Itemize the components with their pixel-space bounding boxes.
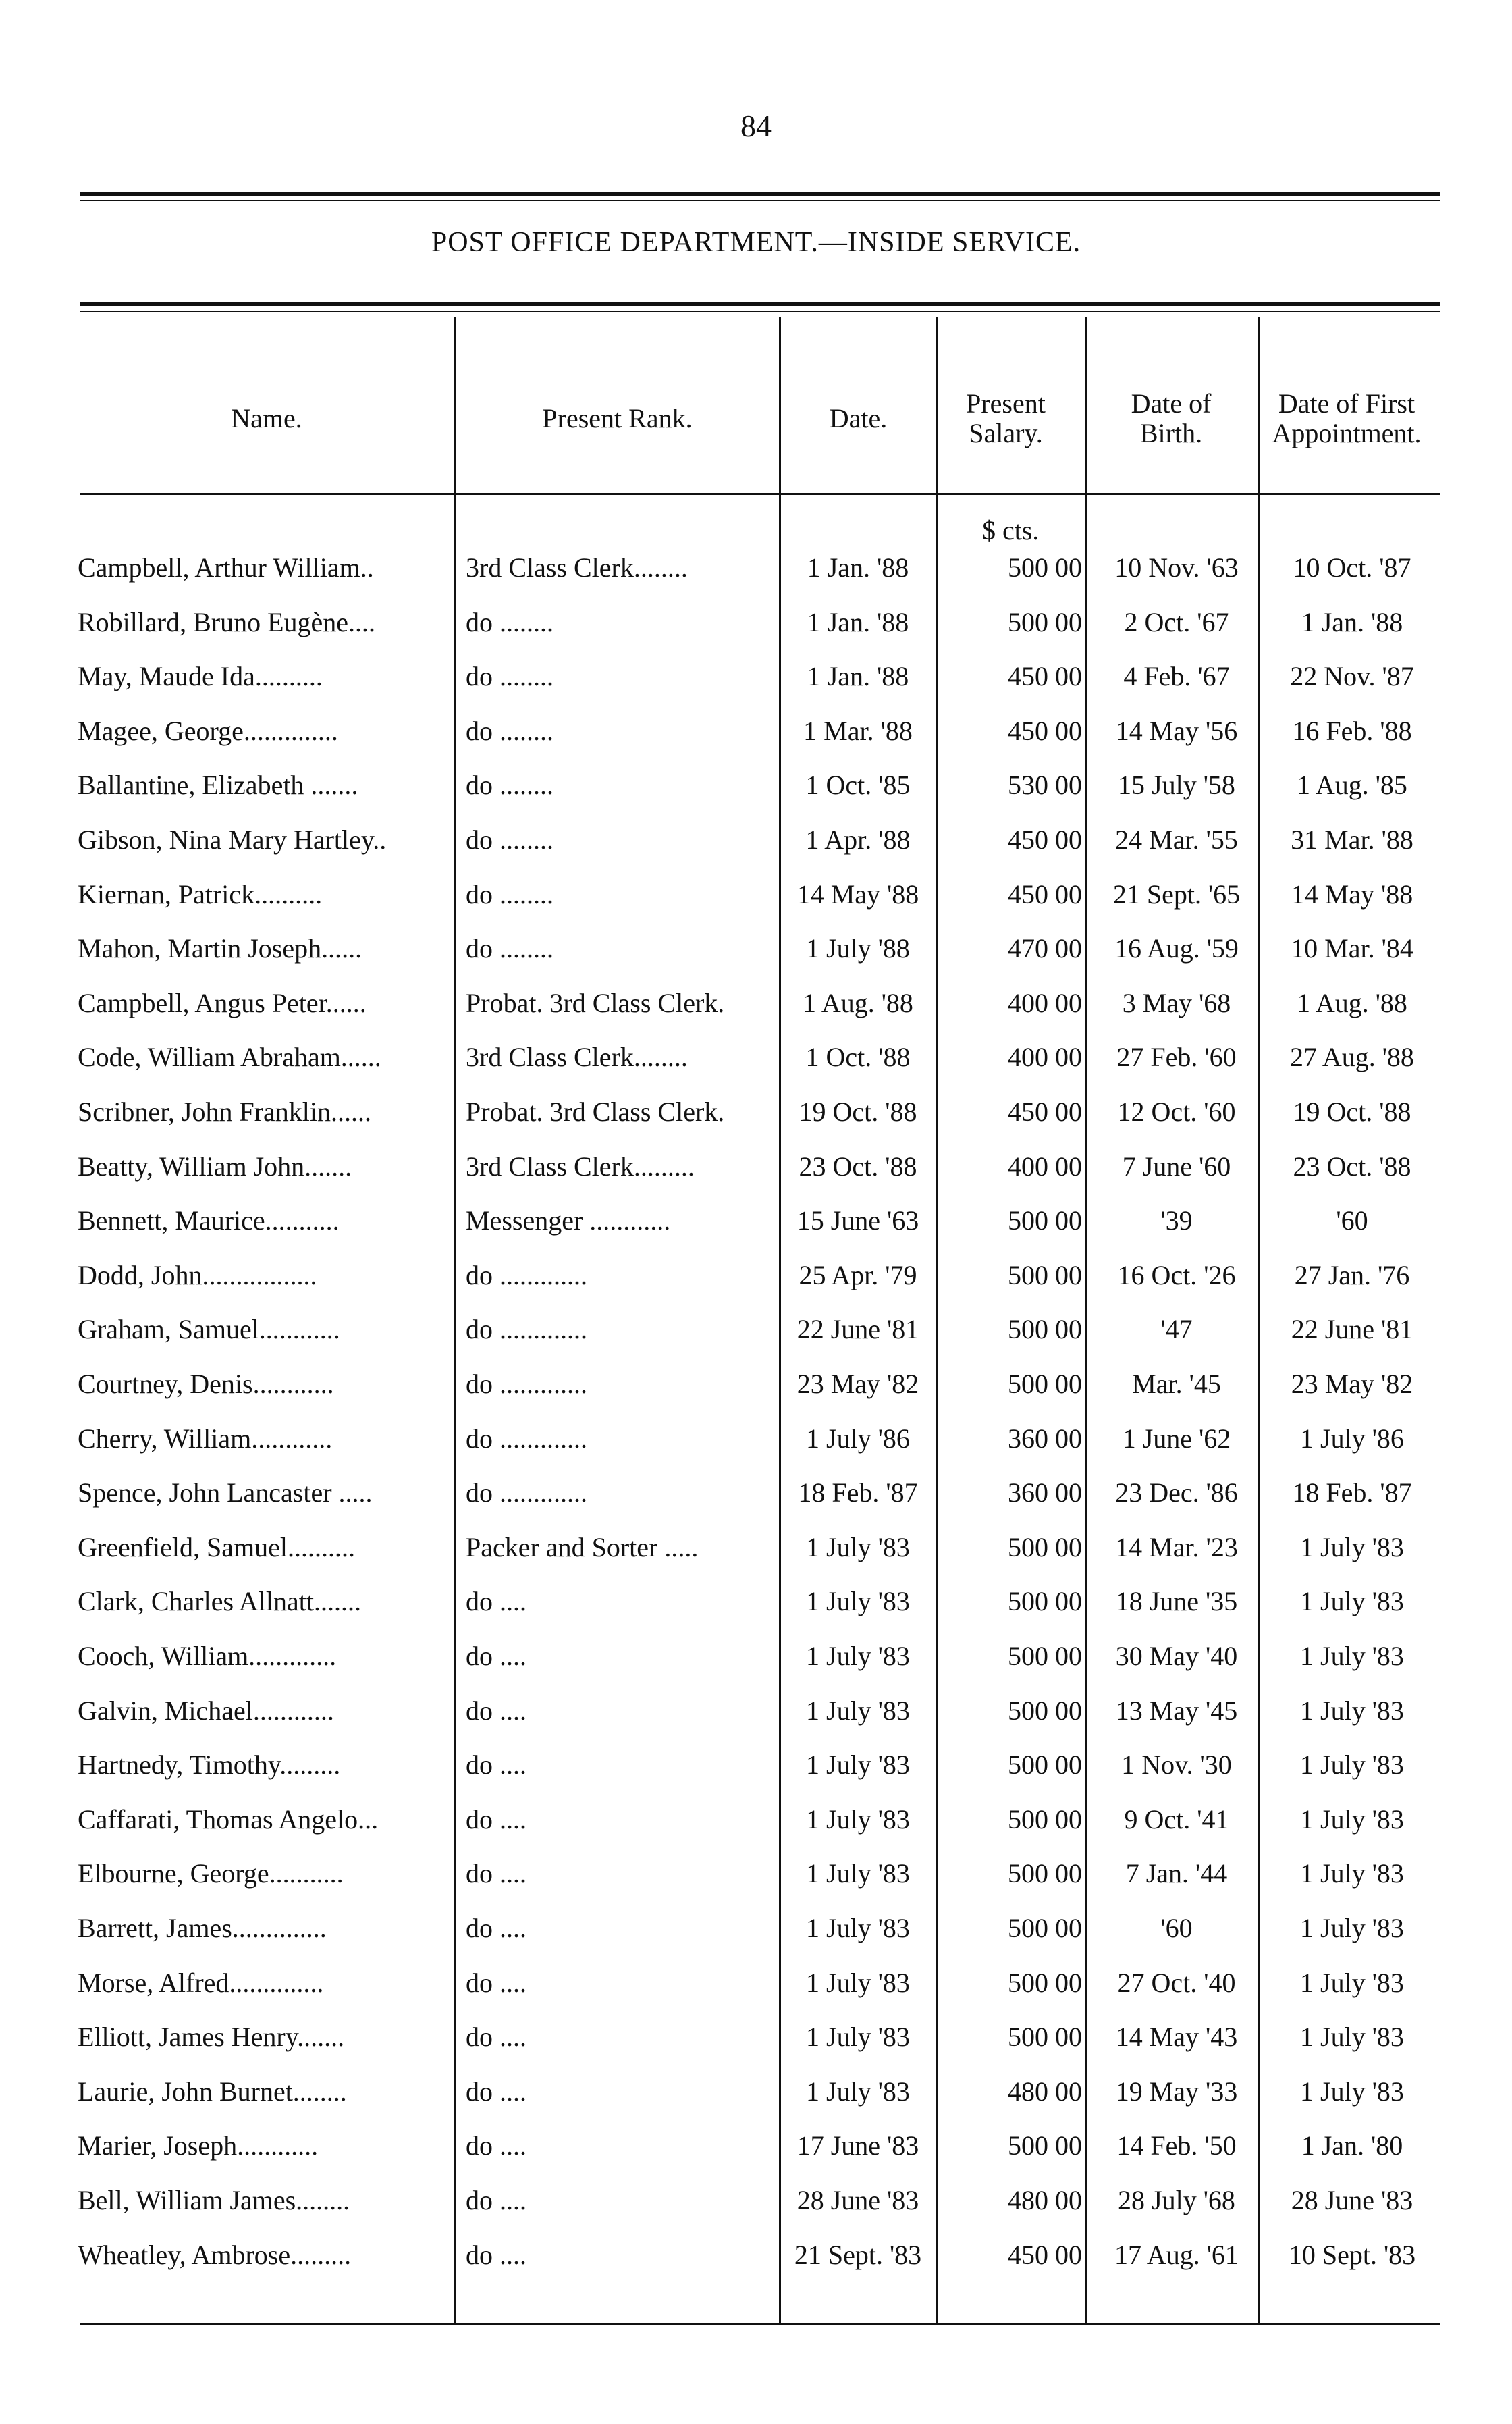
row-birth: 17 Aug. '61 xyxy=(1114,2239,1239,2270)
row-birth: 27 Oct. '40 xyxy=(1117,1967,1236,1998)
row-appointment: '60 xyxy=(1336,1205,1368,1236)
row-appointment: 1 July '83 xyxy=(1300,1695,1404,1726)
table-row xyxy=(0,1465,1512,1521)
row-rank: do ........ xyxy=(466,770,554,801)
table-row xyxy=(0,1248,1512,1303)
table-row xyxy=(0,1084,1512,1140)
table-row xyxy=(0,1574,1512,1629)
row-date: 1 July '83 xyxy=(806,1803,910,1835)
row-appointment: 1 July '83 xyxy=(1300,2076,1404,2107)
row-name: Cooch, William............. xyxy=(78,1641,337,1671)
table-row xyxy=(0,2009,1512,2065)
row-rank: Probat. 3rd Class Clerk. xyxy=(466,1097,725,1127)
row-date: 28 June '83 xyxy=(796,2185,919,2215)
table-row xyxy=(0,704,1512,759)
row-rank: do ............. xyxy=(466,1259,587,1290)
row-date: 1 July '83 xyxy=(806,1913,910,1943)
row-name: Magee, George.............. xyxy=(78,715,338,746)
table-row xyxy=(0,1846,1512,1901)
row-salary: 500 00 xyxy=(1008,1749,1082,1781)
row-salary: 500 00 xyxy=(1008,1369,1082,1399)
row-appointment: 27 Aug. '88 xyxy=(1290,1042,1414,1073)
row-rank: do ........ xyxy=(466,715,554,746)
row-appointment: 23 Oct. '88 xyxy=(1293,1151,1411,1182)
row-salary: 500 00 xyxy=(1008,1586,1082,1617)
row-date: 1 July '83 xyxy=(806,1695,910,1726)
row-name: Scribner, John Franklin...... xyxy=(78,1097,372,1127)
header-appointment: Date of First Appointment. xyxy=(1272,388,1422,448)
row-rank: do ........ xyxy=(466,606,554,637)
row-birth: 14 May '56 xyxy=(1115,715,1238,746)
row-rank: do ............. xyxy=(466,1369,587,1399)
row-date: 1 July '83 xyxy=(806,1586,910,1617)
table-row xyxy=(0,1411,1512,1467)
header-birth: Date of Birth. xyxy=(1131,388,1212,448)
table-row xyxy=(0,1683,1512,1739)
row-date: 1 Oct. '85 xyxy=(805,770,911,801)
row-birth: 15 July '58 xyxy=(1118,770,1235,801)
row-birth: 4 Feb. '67 xyxy=(1123,661,1230,692)
row-name: Courtney, Denis............ xyxy=(78,1369,334,1399)
row-salary: 500 00 xyxy=(1008,1803,1082,1835)
row-appointment: 1 July '83 xyxy=(1300,1967,1404,1998)
row-date: 14 May '88 xyxy=(796,878,919,910)
header-name: Name. xyxy=(231,403,302,433)
row-birth: 7 June '60 xyxy=(1122,1151,1231,1182)
row-name: Clark, Charles Allnatt....... xyxy=(78,1586,361,1617)
row-appointment: 23 May '82 xyxy=(1291,1369,1413,1399)
row-appointment: 1 July '83 xyxy=(1300,2022,1404,2053)
row-date: 1 July '83 xyxy=(806,2022,910,2053)
table-row xyxy=(0,1139,1512,1194)
row-birth: 21 Sept. '65 xyxy=(1112,878,1241,910)
row-rank: Probat. 3rd Class Clerk. xyxy=(466,987,725,1018)
header-bottom-rule xyxy=(80,493,1440,495)
row-name: Marier, Joseph............ xyxy=(78,2130,319,2161)
table-row xyxy=(0,921,1512,976)
row-birth: 14 Mar. '23 xyxy=(1115,1531,1238,1562)
row-salary: 480 00 xyxy=(1008,2076,1082,2107)
row-appointment: 1 July '83 xyxy=(1300,1531,1404,1562)
header-rank: Present Rank. xyxy=(542,403,693,433)
table-row xyxy=(0,2118,1512,2173)
row-date: 25 Apr. '79 xyxy=(799,1259,917,1290)
row-salary: 500 00 xyxy=(1008,1314,1082,1345)
row-appointment: 10 Mar. '84 xyxy=(1291,933,1413,964)
row-name: Dodd, John................. xyxy=(78,1259,317,1290)
row-birth: 30 May '40 xyxy=(1115,1641,1238,1671)
row-name: Campbell, Arthur William.. xyxy=(78,552,374,583)
row-appointment: 1 July '83 xyxy=(1300,1749,1404,1781)
row-salary: 450 00 xyxy=(1008,661,1082,692)
row-birth: 14 May '43 xyxy=(1115,2022,1238,2053)
header-salary: Present Salary. xyxy=(966,388,1046,448)
row-rank: do ........ xyxy=(466,824,554,855)
table-row xyxy=(0,1955,1512,2011)
table-row xyxy=(0,1737,1512,1793)
row-salary: 360 00 xyxy=(1008,1423,1082,1454)
row-name: Morse, Alfred.............. xyxy=(78,1967,324,1998)
row-salary: 470 00 xyxy=(1008,933,1082,964)
row-rank: do .... xyxy=(466,1695,526,1726)
row-name: Spence, John Lancaster ..... xyxy=(78,1477,373,1508)
row-birth: 24 Mar. '55 xyxy=(1115,824,1238,855)
row-name: Graham, Samuel............ xyxy=(78,1314,340,1345)
row-date: 1 Apr. '88 xyxy=(805,824,911,855)
row-date: 1 Oct. '88 xyxy=(805,1042,911,1073)
row-salary: 450 00 xyxy=(1008,878,1082,910)
row-rank: do ........ xyxy=(466,661,554,692)
table-row xyxy=(0,1302,1512,1357)
row-date: 1 July '83 xyxy=(806,2076,910,2107)
row-birth: 7 Jan. '44 xyxy=(1125,1858,1228,1889)
row-appointment: 10 Oct. '87 xyxy=(1293,552,1411,583)
row-salary: 500 00 xyxy=(1008,1858,1082,1889)
row-appointment: 1 Jan. '80 xyxy=(1301,2130,1403,2161)
row-name: Hartnedy, Timothy......... xyxy=(78,1749,341,1781)
row-birth: 2 Oct. '67 xyxy=(1124,606,1229,637)
row-birth: 14 Feb. '50 xyxy=(1116,2130,1237,2161)
row-rank: do ........ xyxy=(466,933,554,964)
row-date: 18 Feb. '87 xyxy=(798,1477,918,1508)
row-rank: do .... xyxy=(466,2239,526,2270)
row-birth: 12 Oct. '60 xyxy=(1117,1097,1236,1127)
row-salary: 400 00 xyxy=(1008,1042,1082,1073)
row-date: 19 Oct. '88 xyxy=(799,1097,917,1127)
row-appointment: 1 July '86 xyxy=(1300,1423,1404,1454)
row-appointment: 1 Jan. '88 xyxy=(1301,606,1403,637)
row-salary: 500 00 xyxy=(1008,1967,1082,1998)
row-date: 21 Sept. '83 xyxy=(794,2239,922,2270)
row-name: Robillard, Bruno Eugène.... xyxy=(78,606,376,637)
row-rank: do ............. xyxy=(466,1423,587,1454)
row-birth: 27 Feb. '60 xyxy=(1116,1042,1237,1073)
row-salary: 500 00 xyxy=(1008,2022,1082,2053)
row-salary: 450 00 xyxy=(1008,2239,1082,2270)
page-title: POST OFFICE DEPARTMENT.—INSIDE SERVICE. xyxy=(431,227,1081,258)
row-appointment: 1 Aug. '85 xyxy=(1297,770,1407,801)
row-salary: 450 00 xyxy=(1008,715,1082,746)
row-rank: 3rd Class Clerk........ xyxy=(466,552,688,583)
row-rank: do .... xyxy=(466,1858,526,1889)
row-rank: do .... xyxy=(466,1803,526,1835)
row-date: 17 June '83 xyxy=(796,2130,919,2161)
row-salary: 500 00 xyxy=(1008,1531,1082,1562)
table-row xyxy=(0,540,1512,596)
row-appointment: 1 July '83 xyxy=(1300,1641,1404,1671)
table-row xyxy=(0,2173,1512,2228)
row-salary: 500 00 xyxy=(1008,1641,1082,1671)
row-date: 1 Jan. '88 xyxy=(807,552,909,583)
row-salary: 500 00 xyxy=(1008,1913,1082,1943)
row-date: 22 June '81 xyxy=(796,1314,919,1345)
row-birth: 9 Oct. '41 xyxy=(1124,1803,1229,1835)
row-birth: Mar. '45 xyxy=(1132,1369,1221,1399)
row-appointment: 18 Feb. '87 xyxy=(1292,1477,1412,1508)
row-birth: 1 June '62 xyxy=(1122,1423,1231,1454)
row-date: 1 Mar. '88 xyxy=(803,715,913,746)
row-salary: 500 00 xyxy=(1008,1695,1082,1726)
table-row xyxy=(0,1030,1512,1085)
table-row xyxy=(0,1193,1512,1248)
row-rank: do .... xyxy=(466,2076,526,2107)
table-row xyxy=(0,2064,1512,2119)
table-row xyxy=(0,2228,1512,2283)
row-name: Ballantine, Elizabeth ....... xyxy=(78,770,358,801)
row-name: Code, William Abraham...... xyxy=(78,1042,381,1073)
bottom-rule xyxy=(80,2323,1440,2325)
row-birth: 23 Dec. '86 xyxy=(1115,1477,1238,1508)
row-rank: Messenger ............ xyxy=(466,1205,671,1236)
row-birth: 10 Nov. '63 xyxy=(1114,552,1239,583)
row-appointment: 19 Oct. '88 xyxy=(1293,1097,1411,1127)
row-birth: 28 July '68 xyxy=(1118,2185,1235,2215)
row-appointment: 16 Feb. '88 xyxy=(1292,715,1412,746)
row-rank: do ............. xyxy=(466,1314,587,1345)
row-name: Laurie, John Burnet........ xyxy=(78,2076,347,2107)
row-salary: 450 00 xyxy=(1008,824,1082,855)
row-birth: 19 May '33 xyxy=(1115,2076,1238,2107)
row-name: Mahon, Martin Joseph...... xyxy=(78,933,362,964)
row-name: Bell, William James........ xyxy=(78,2185,350,2215)
row-rank: do .... xyxy=(466,2185,526,2215)
row-birth: 1 Nov. '30 xyxy=(1121,1749,1232,1781)
row-name: Beatty, William John....... xyxy=(78,1151,352,1182)
row-rank: do .... xyxy=(466,1749,526,1781)
row-birth: 3 May '68 xyxy=(1122,987,1231,1018)
row-name: Caffarati, Thomas Angelo... xyxy=(78,1803,379,1835)
table-row xyxy=(0,867,1512,922)
row-name: Bennett, Maurice........... xyxy=(78,1205,340,1236)
row-salary: 500 00 xyxy=(1008,1259,1082,1290)
row-name: Gibson, Nina Mary Hartley.. xyxy=(78,824,387,855)
row-appointment: 31 Mar. '88 xyxy=(1291,824,1413,855)
row-rank: do .... xyxy=(466,2022,526,2053)
row-appointment: 27 Jan. '76 xyxy=(1294,1259,1410,1290)
table-row xyxy=(0,1792,1512,1847)
row-birth: 18 June '35 xyxy=(1115,1586,1238,1617)
row-salary: 500 00 xyxy=(1008,552,1082,583)
table-row xyxy=(0,1629,1512,1684)
table-row xyxy=(0,595,1512,650)
row-salary: 400 00 xyxy=(1008,987,1082,1018)
row-birth: '60 xyxy=(1160,1913,1193,1943)
row-name: Galvin, Michael............ xyxy=(78,1695,334,1726)
table-row xyxy=(0,976,1512,1031)
row-rank: do .... xyxy=(466,1913,526,1943)
row-birth: '39 xyxy=(1160,1205,1193,1236)
row-salary: 450 00 xyxy=(1008,1097,1082,1127)
row-name: Elliott, James Henry....... xyxy=(78,2022,345,2053)
row-appointment: 1 July '83 xyxy=(1300,1858,1404,1889)
row-salary: 480 00 xyxy=(1008,2185,1082,2215)
row-rank: do .... xyxy=(466,2130,526,2161)
row-rank: do .... xyxy=(466,1967,526,1998)
row-appointment: 1 July '83 xyxy=(1300,1913,1404,1943)
row-birth: 13 May '45 xyxy=(1115,1695,1238,1726)
row-name: Greenfield, Samuel.......... xyxy=(78,1531,355,1562)
row-date: 1 Jan. '88 xyxy=(807,606,909,637)
row-date: 1 Jan. '88 xyxy=(807,661,909,692)
row-date: 23 May '82 xyxy=(796,1369,919,1399)
row-appointment: 28 June '83 xyxy=(1291,2185,1413,2215)
page-number: 84 xyxy=(740,109,772,143)
row-appointment: 22 Nov. '87 xyxy=(1290,661,1414,692)
row-date: 1 July '83 xyxy=(806,1749,910,1781)
table-row xyxy=(0,1356,1512,1412)
row-date: 15 June '63 xyxy=(796,1205,919,1236)
header-rule-thick xyxy=(80,302,1440,306)
table-row xyxy=(0,758,1512,813)
table-row xyxy=(0,649,1512,704)
row-appointment: 22 June '81 xyxy=(1291,1314,1413,1345)
salary-units: $ cts. xyxy=(982,515,1040,546)
row-appointment: 1 July '83 xyxy=(1300,1586,1404,1617)
row-name: Elbourne, George........... xyxy=(78,1858,344,1889)
row-date: 1 July '83 xyxy=(806,1967,910,1998)
row-rank: do ............. xyxy=(466,1477,587,1508)
row-name: Campbell, Angus Peter...... xyxy=(78,987,367,1018)
row-appointment: 14 May '88 xyxy=(1291,878,1413,910)
row-rank: do .... xyxy=(466,1641,526,1671)
row-appointment: 1 Aug. '88 xyxy=(1297,987,1407,1018)
row-date: 1 July '86 xyxy=(806,1423,910,1454)
row-date: 1 July '88 xyxy=(806,933,910,964)
row-rank: Packer and Sorter ..... xyxy=(466,1531,699,1562)
row-salary: 500 00 xyxy=(1008,606,1082,637)
row-name: Cherry, William............ xyxy=(78,1423,333,1454)
row-date: 1 July '83 xyxy=(806,1531,910,1562)
row-date: 1 July '83 xyxy=(806,1641,910,1671)
row-rank: do .... xyxy=(466,1586,526,1617)
row-date: 1 Aug. '88 xyxy=(803,987,913,1018)
table-row xyxy=(0,812,1512,868)
header-date: Date. xyxy=(829,403,888,433)
header-rule-thin xyxy=(80,311,1440,312)
row-salary: 530 00 xyxy=(1008,770,1082,801)
row-salary: 360 00 xyxy=(1008,1477,1082,1508)
top-rule-thick xyxy=(80,192,1440,196)
row-date: 1 July '83 xyxy=(806,1858,910,1889)
row-rank: 3rd Class Clerk......... xyxy=(466,1151,695,1182)
row-name: Kiernan, Patrick.......... xyxy=(78,878,323,910)
table-row xyxy=(0,1901,1512,1956)
table-row xyxy=(0,1520,1512,1575)
row-name: Wheatley, Ambrose......... xyxy=(78,2239,352,2270)
row-salary: 500 00 xyxy=(1008,2130,1082,2161)
row-appointment: 1 July '83 xyxy=(1300,1803,1404,1835)
row-name: Barrett, James.............. xyxy=(78,1913,327,1943)
row-birth: 16 Aug. '59 xyxy=(1114,933,1239,964)
top-rule-thin xyxy=(80,200,1440,201)
row-appointment: 10 Sept. '83 xyxy=(1288,2239,1416,2270)
row-salary: 500 00 xyxy=(1008,1205,1082,1236)
row-birth: 16 Oct. '26 xyxy=(1117,1259,1236,1290)
row-birth: '47 xyxy=(1160,1314,1193,1345)
row-rank: do ........ xyxy=(466,878,554,910)
row-date: 23 Oct. '88 xyxy=(799,1151,917,1182)
row-name: May, Maude Ida.......... xyxy=(78,661,323,692)
row-salary: 400 00 xyxy=(1008,1151,1082,1182)
row-rank: 3rd Class Clerk........ xyxy=(466,1042,688,1073)
